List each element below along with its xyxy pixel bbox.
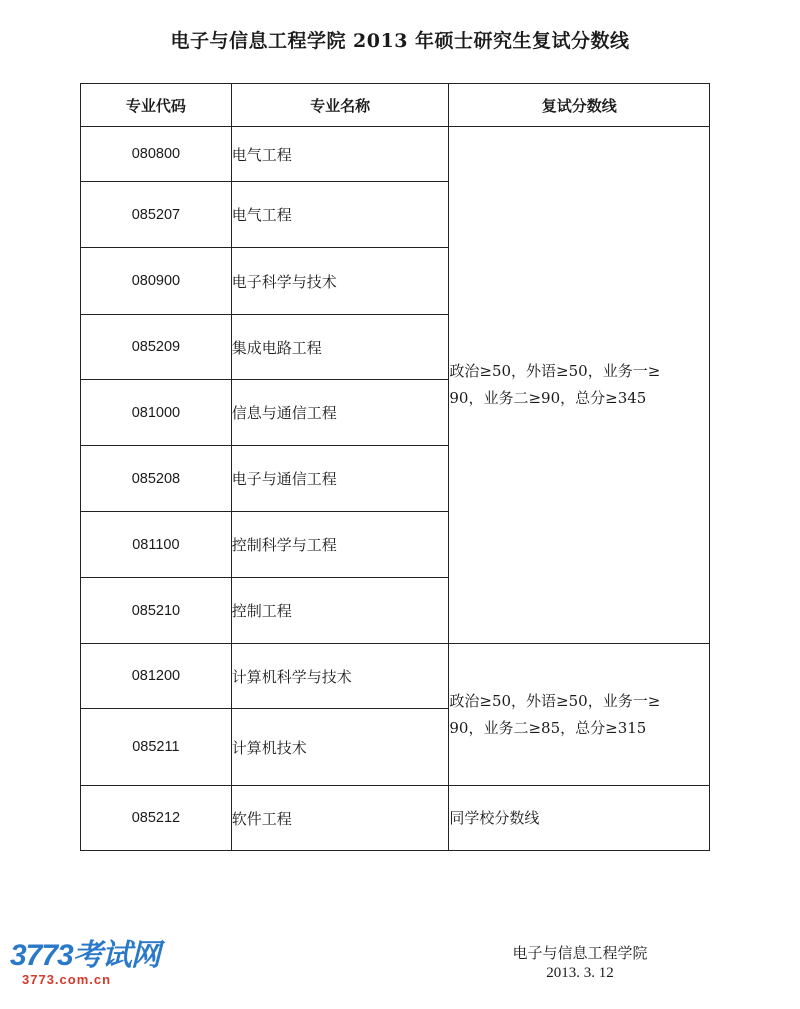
major-name: 信息与通信工程 (231, 380, 449, 446)
major-name: 电子与通信工程 (231, 446, 449, 512)
requirement-line: 政治≥50，外语≥50，业务一≥ (449, 362, 661, 380)
major-name: 电气工程 (231, 127, 449, 182)
major-code: 085212 (81, 786, 232, 851)
major-code: 081100 (81, 512, 232, 578)
score-requirement-group-2 (449, 644, 710, 786)
major-code: 081200 (81, 644, 232, 709)
major-code: 085207 (81, 182, 232, 248)
major-code: 085210 (81, 578, 232, 644)
table-row (81, 644, 710, 709)
table-header-row (81, 84, 710, 127)
major-code: 080800 (81, 127, 232, 182)
major-code: 085208 (81, 446, 232, 512)
header-code: 专业代码 (81, 84, 232, 127)
major-code: 080900 (81, 248, 232, 315)
major-name: 控制科学与工程 (231, 512, 449, 578)
footer-date: 2013. 3. 12 (546, 965, 614, 981)
footer-organization: 电子与信息工程学院 (512, 944, 648, 962)
watermark-brand: 3773考试网 (10, 939, 160, 972)
header-name: 专业名称 (231, 84, 449, 127)
major-name: 集成电路工程 (231, 315, 449, 380)
major-code: 085211 (81, 709, 232, 786)
header-score-line: 复试分数线 (449, 84, 710, 127)
site-watermark (10, 940, 180, 987)
major-name: 电子科学与技术 (231, 248, 449, 315)
score-table (80, 83, 710, 851)
major-code: 081000 (81, 380, 232, 446)
major-name: 电气工程 (231, 182, 449, 248)
requirement-line: 政治≥50，外语≥50，业务一≥ (449, 691, 661, 710)
major-name: 控制工程 (231, 578, 449, 644)
requirement-line: 90，业务二≥85，总分≥315 (449, 718, 647, 737)
watermark-url: 3773.com.cn (22, 972, 112, 987)
major-name: 软件工程 (231, 786, 449, 851)
requirement-line: 90，业务二≥90，总分≥345 (449, 389, 647, 407)
major-name: 计算机科学与技术 (231, 644, 449, 709)
score-requirement-group-1 (449, 127, 710, 644)
major-code: 085209 (81, 315, 232, 380)
major-name: 计算机技术 (231, 709, 449, 786)
score-requirement-group-3: 同学校分数线 (449, 786, 710, 851)
page-title: 电子与信息工程学院 2013 年硕士研究生复试分数线 (170, 30, 630, 52)
table-row (81, 786, 710, 851)
table-row (81, 127, 710, 182)
